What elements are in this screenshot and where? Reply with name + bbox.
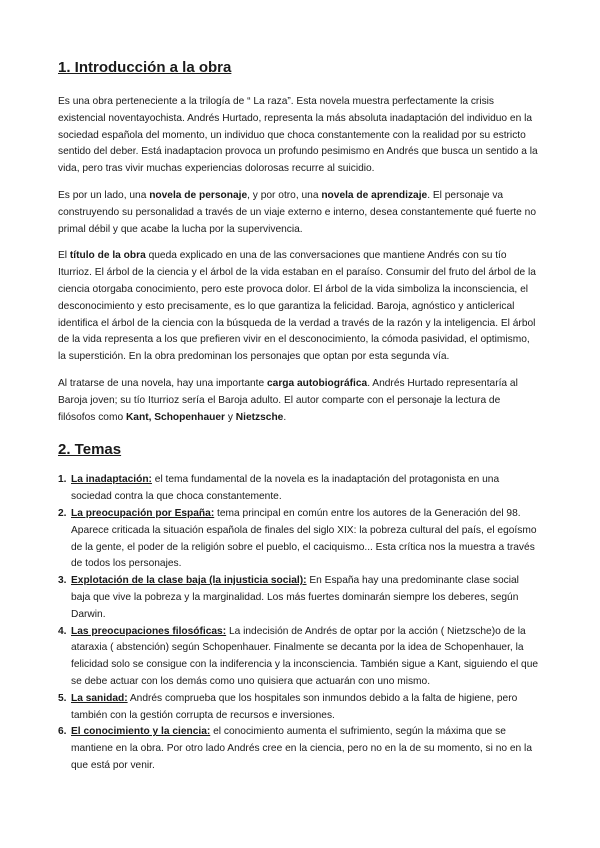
text-run: .	[283, 411, 287, 423]
theme-item	[58, 472, 540, 506]
intro-paragraph-3	[58, 248, 540, 366]
text-run: . Andrés Hurtado representaría al Baroja joven; su tío Iturrioz sería el Baroja adulto. El autor comparte con el personaje la lectura de filósofos como	[58, 377, 518, 423]
theme-term: La preocupación por España:	[71, 507, 215, 519]
bold-term: novela de aprendizaje	[321, 189, 428, 201]
text-run: , y por otro, una	[247, 189, 322, 201]
item-number: 6.	[58, 726, 67, 738]
text-run: Es por un lado, una	[58, 189, 150, 201]
intro-paragraph-2	[58, 188, 540, 238]
theme-item	[58, 724, 540, 774]
theme-text: En España hay una predominante clase social baja que vive la pobreza y la marginalidad. Los más fuertes dominarán siempre los deberes, según Darwin.	[71, 575, 519, 620]
theme-term: La sanidad:	[71, 692, 128, 704]
theme-term: Explotación de la clase baja (la injusticia social):	[71, 575, 307, 587]
text-run: queda explicado en una de las conversaciones que mantiene Andrés con su tío Iturrioz. El árbol de la ciencia y el árbol de la vida estaban en el paraíso. Consumir del fruto del árbol de la ciencia otorgaba conocimiento, pero este provoca dolor. El árbol de la vida simboliza la inconsciencia, el desconocimiento y esto precisamente, es lo que garantiza la felicidad. Baroja, agnóstico y anticlerical identifica el árbol de la ciencia con la búsqueda de la verdad a través de la razón y la inteligencia. El árbol de la vida representa a los que prefieren vivir en el desconocimiento, la cómoda pasividad, el optimismo, la superstición. En la obra predominan los personajes que optan por esta segunda vía.	[58, 250, 536, 363]
item-number: 4.	[58, 625, 67, 637]
text-run: y	[225, 411, 236, 423]
item-number: 3.	[58, 575, 67, 587]
section-1-heading: 1. Introducción a la obra	[58, 59, 232, 76]
section-2-heading: 2. Temas	[58, 441, 122, 459]
themes-list	[58, 472, 540, 774]
bold-term: título de la obra	[69, 250, 146, 262]
theme-text: La indecisión de Andrés de optar por la acción ( Nietzsche)o de la ataraxia ( abstención) según Schopenhauer. Finalmente se decanta por la idea de Schopenhauer, la felicidad solo se consigue con la indiferencia y la inconsciencia. También sigue a Kant, siguiendo el que se debe actuar con los demás como uno quisiera que actuarán con uno mismo.	[71, 625, 539, 687]
text-run: . El personaje va construyendo su personalidad a través de un viaje externo e interno, desea constantemente qué fuerte no primal débil y que acabe la lucha por la supervivencia.	[58, 189, 536, 235]
theme-text: Andrés comprueba que los hospitales son inmundos debido a la falta de higiene, pero también con la gestión corrupta de recursos e inversiones.	[71, 692, 518, 721]
theme-item	[58, 624, 540, 691]
item-number: 1.	[58, 474, 67, 486]
bold-term: carga autobiográfica	[266, 377, 368, 389]
theme-item	[58, 691, 540, 725]
bold-term: Nietzsche	[235, 411, 284, 423]
theme-text: el tema fundamental de la novela es la inadaptación del protagonista en una sociedad contra la que choca constantemente.	[71, 474, 500, 503]
text-run: El	[58, 250, 70, 262]
theme-item	[58, 573, 540, 623]
document-content	[58, 58, 540, 775]
theme-term: El conocimiento y la ciencia:	[71, 726, 211, 738]
theme-term: Las preocupaciones filosóficas:	[71, 625, 227, 637]
bold-term: Kant, Schopenhauer	[125, 411, 226, 423]
theme-text: el conocimiento aumenta el sufrimiento, según la máxima que se mantiene en la obra. Por otro lado Andrés cree en la ciencia, pero no en la de su momento, si no en la que está por venir.	[71, 726, 532, 771]
bold-term: novela de personaje	[149, 189, 248, 201]
item-number: 2.	[58, 507, 67, 519]
item-number: 5.	[58, 692, 67, 704]
theme-item	[58, 506, 540, 573]
intro-paragraph-4	[58, 376, 540, 426]
theme-term: La inadaptación:	[71, 474, 152, 486]
intro-paragraph-1: Es una obra perteneciente a la trilogía de “ La raza”. Esta novela muestra perfectamente la crisis existencial noventayochista. Andrés Hurtado, representa la más absoluta inadaptación del individuo en la sociedad española del momento, un individuo que choca constantemente con la realidad por su estricto sentido del deber. Está inadaptacion provoca un profundo pesimismo en Andrés que busca un sentido a la vida, pero tras vivir muchas experiencias dolorosas recurre al suicidio.	[58, 96, 538, 175]
theme-text: tema principal en común entre los autores de la Generación del 98. Aparece criticada la situación española de finales del siglo XIX: la pobreza cultural del país, el egoísmo de la gente, el poder de la religión sobre el pueblo, el caciquismo... Esta crítica nos la muestra a través de todos los personajes.	[71, 507, 537, 570]
text-run: Al tratarse de una novela, hay una importante	[58, 377, 267, 389]
